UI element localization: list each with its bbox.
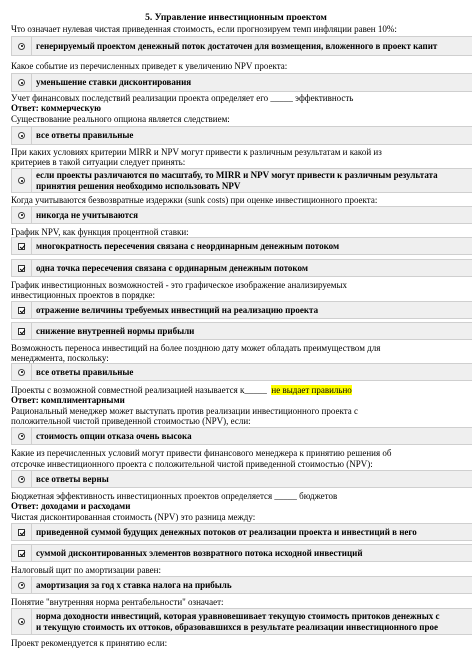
answer-option: многократность пересечения связана с неординарным денежным потоком bbox=[11, 237, 472, 255]
answer-option: снижение внутренней нормы прибыли bbox=[11, 322, 472, 340]
answer-option: отражение величины требуемых инвестиций на реализацию проекта bbox=[11, 301, 472, 319]
question-text: положительной чистой приведенной стоимостью (NPV), если: bbox=[11, 416, 251, 426]
question-text: Какие из перечисленных условий могут привести финансового менеджера к принятию решения об bbox=[11, 448, 392, 458]
checkbox-checked-icon bbox=[18, 265, 25, 272]
answer-option: все ответы верны bbox=[11, 470, 472, 488]
highlighted-note: не выдает правильно bbox=[271, 385, 352, 395]
answer-option: если проекты различаются по масштабу, то MIRR и NPV могут привести к различным результата принятия решения необходимо использовать NPV bbox=[11, 168, 472, 193]
radio-icon bbox=[18, 369, 25, 376]
radio-selected-icon bbox=[18, 212, 25, 219]
answer-option: суммой дисконтированных элементов возвратного потока исходной инвестиций bbox=[11, 544, 472, 562]
question-text: Какое событие из перечисленных приведет к увеличению NPV проекта: bbox=[11, 61, 288, 71]
question-text: Проект рекомендуется к принятию если: bbox=[11, 638, 168, 648]
answer-option: приведенной суммой будущих денежных потоков от реализации проекта и инвестиций в него bbox=[11, 523, 472, 541]
answer-option: генерируемый проектом денежный поток достаточен для возмещения, вложенного в проект капит bbox=[11, 36, 472, 56]
question-text: Рациональный менеджер может выступать против реализации инвестиционного проекта с bbox=[11, 406, 358, 416]
question-text: Существование реального опциона является следствием: bbox=[11, 114, 230, 124]
answer-option: никогда не учитываются bbox=[11, 206, 472, 224]
question-text: Понятие "внутренняя норма рентабельности" означает: bbox=[11, 597, 224, 607]
answer-option: все ответы правильные bbox=[11, 363, 472, 381]
radio-selected-icon bbox=[18, 132, 25, 139]
answer-option: стоимость опции отказа очень высока bbox=[11, 427, 472, 445]
question-text: критериев в такой ситуации следует принять: bbox=[11, 157, 186, 167]
answer-option: норма доходности инвестиций, которая уравновешивает текущую стоимость притоков денежных с и текущую стоимость их оттоков, образовавшихся в результате реализации инвестиционного прое bbox=[11, 608, 472, 635]
radio-selected-icon bbox=[18, 618, 25, 625]
checkbox-checked-icon bbox=[18, 550, 25, 557]
radio-selected-icon bbox=[18, 433, 25, 440]
question-text: инвестиционных проектов в порядке: bbox=[11, 290, 156, 300]
answer-text: Ответ: доходами и расходами bbox=[11, 501, 131, 511]
radio-selected-icon bbox=[18, 79, 25, 86]
question-text: График инвестиционных возможностей - это графическое изображение анализируемых bbox=[11, 280, 348, 290]
checkbox-checked-icon bbox=[18, 328, 25, 335]
question-text: Налоговый щит по амортизации равен: bbox=[11, 565, 161, 575]
checkbox-checked-icon bbox=[18, 529, 25, 536]
answer-option: одна точка пересечения связана с ординарным денежным потоком bbox=[11, 259, 472, 277]
radio-selected-icon bbox=[18, 43, 25, 50]
question-text: При каких условиях критерии MIRR и NPV могут привести к различным результатам и какой из bbox=[11, 147, 382, 157]
answer-option: уменьшение ставки дисконтирования bbox=[11, 73, 472, 92]
question-text: Возможность переноса инвестиций на более позднюю дату может обладать преимуществом для bbox=[11, 343, 381, 353]
question-text: Учет финансовых последствий реализации проекта определяет его _____ эффективность bbox=[11, 93, 354, 103]
question-text: менеджмента, поскольку: bbox=[11, 353, 109, 363]
question-text: Когда учитываются безвозвратные издержки (sunk costs) при оценке инвестиционного проекта: bbox=[11, 195, 378, 205]
question-text: Что означает нулевая чистая приведенная стоимость, если прогнозируем темп инфляции равен 10%: bbox=[11, 24, 397, 34]
question-text: График NPV, как функция процентной ставки: bbox=[11, 227, 189, 237]
answer-option: амортизация за год х ставка налога на прибыль bbox=[11, 576, 472, 594]
radio-selected-icon bbox=[18, 476, 25, 483]
answer-text: Ответ: комплиментарными bbox=[11, 395, 125, 405]
checkbox-checked-icon bbox=[18, 307, 25, 314]
section-title: 5. Управление инвестиционным проектом bbox=[145, 13, 327, 23]
radio-selected-icon bbox=[18, 177, 25, 184]
checkbox-checked-icon bbox=[18, 243, 25, 250]
question-text: Проекты с возможной совместной реализацией называется к_____ не выдает правильно bbox=[11, 385, 352, 395]
radio-selected-icon bbox=[18, 582, 25, 589]
answer-option: все ответы правильные bbox=[11, 126, 472, 145]
question-text: отсрочке инвестиционного проекта с положительной чистой приведенной стоимостью (NPV): bbox=[11, 459, 373, 469]
question-text: Бюджетная эффективность инвестиционных проектов определяется _____ бюджетов bbox=[11, 491, 338, 501]
question-text: Чистая дисконтированная стоимость (NPV) это разница между: bbox=[11, 512, 256, 522]
answer-text: Ответ: коммерческую bbox=[11, 103, 101, 113]
